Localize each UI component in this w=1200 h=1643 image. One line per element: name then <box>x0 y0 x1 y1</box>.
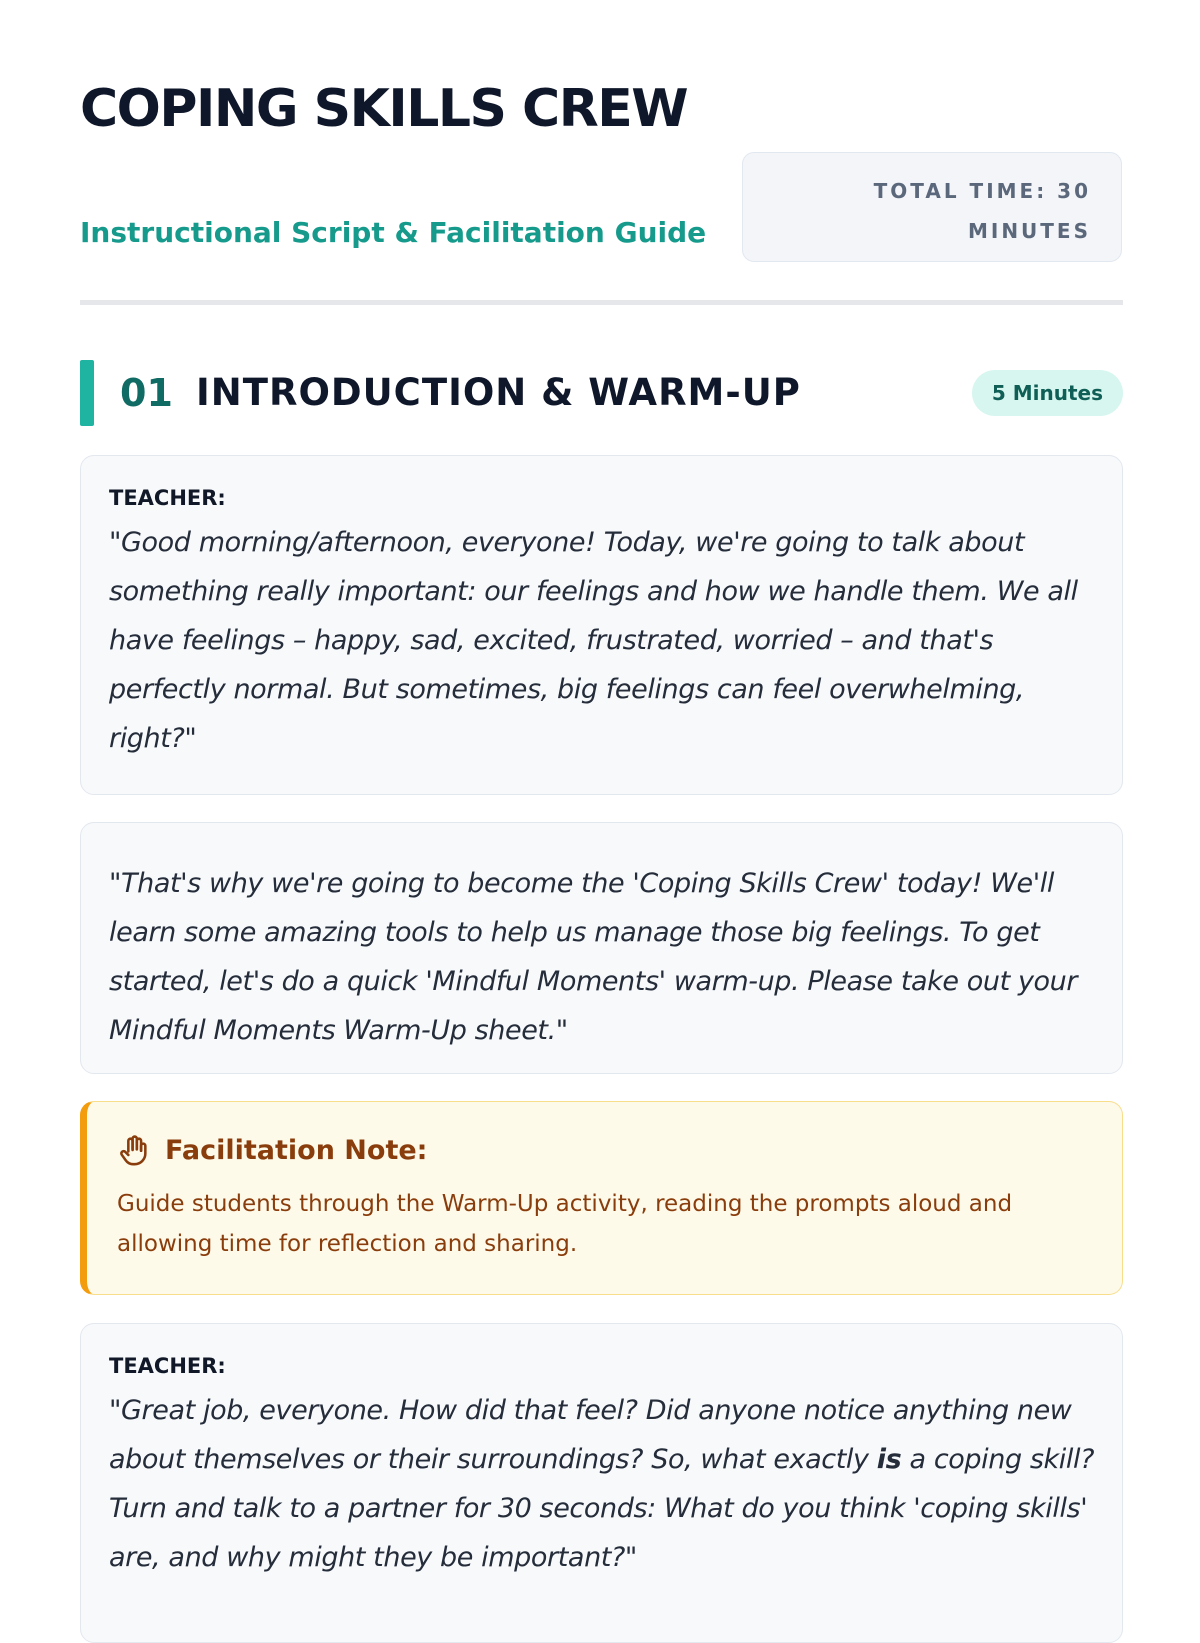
script-card <box>80 1323 1123 1643</box>
quote-emphasis: is <box>876 1444 902 1475</box>
quote-text: a coping skill? Turn and talk to a partner for 30 seconds: What do you think 'coping skills' are, and why might they be important?" <box>109 1444 1094 1573</box>
script-card <box>80 455 1123 795</box>
section-header <box>80 360 1123 426</box>
facilitation-note-body: Guide students through the Warm-Up activity, reading the prompts aloud and allowing time for reflection and sharing. <box>117 1191 1013 1257</box>
script-card <box>80 822 1123 1074</box>
script-quote <box>109 1386 1094 1582</box>
section-number: 01 <box>120 371 173 415</box>
section-title: INTRODUCTION & WARM-UP <box>196 371 801 414</box>
script-quote: "Good morning/afternoon, everyone! Today, we're going to talk about something really important: our feelings and how we handle them. We all have feelings – happy, sad, excited, frustrated, worried – and that's perfectly normal. But sometimes, big feelings can feel overwhelming, right?" <box>109 527 1078 754</box>
quote-text: "Great job, everyone. How did that feel? Did anyone notice anything new about themselves or their surroundings? So, what exactly <box>109 1395 1072 1475</box>
total-time-badge: TOTAL TIME: 30 MINUTES <box>742 152 1122 262</box>
page-subtitle: Instructional Script & Facilitation Guide <box>80 216 707 249</box>
header-divider <box>80 300 1123 305</box>
facilitation-note <box>80 1101 1123 1295</box>
script-quote: "That's why we're going to become the 'Coping Skills Crew' today! We'll learn some amazing tools to help us manage those big feelings. To get started, let's do a quick 'Mindful Moments' warm-up. Please take out your Mindful Moments Warm-Up sheet." <box>109 868 1078 1046</box>
facilitation-note-header <box>117 1128 1092 1172</box>
page-title: COPING SKILLS CREW <box>80 79 688 139</box>
facilitation-note-title: Facilitation Note: <box>165 1134 428 1166</box>
hand-icon <box>117 1133 151 1167</box>
section-duration-badge: 5 Minutes <box>972 370 1123 416</box>
section-accent-bar <box>80 360 94 426</box>
speaker-label: TEACHER: <box>109 486 226 510</box>
speaker-label: TEACHER: <box>109 1354 226 1378</box>
